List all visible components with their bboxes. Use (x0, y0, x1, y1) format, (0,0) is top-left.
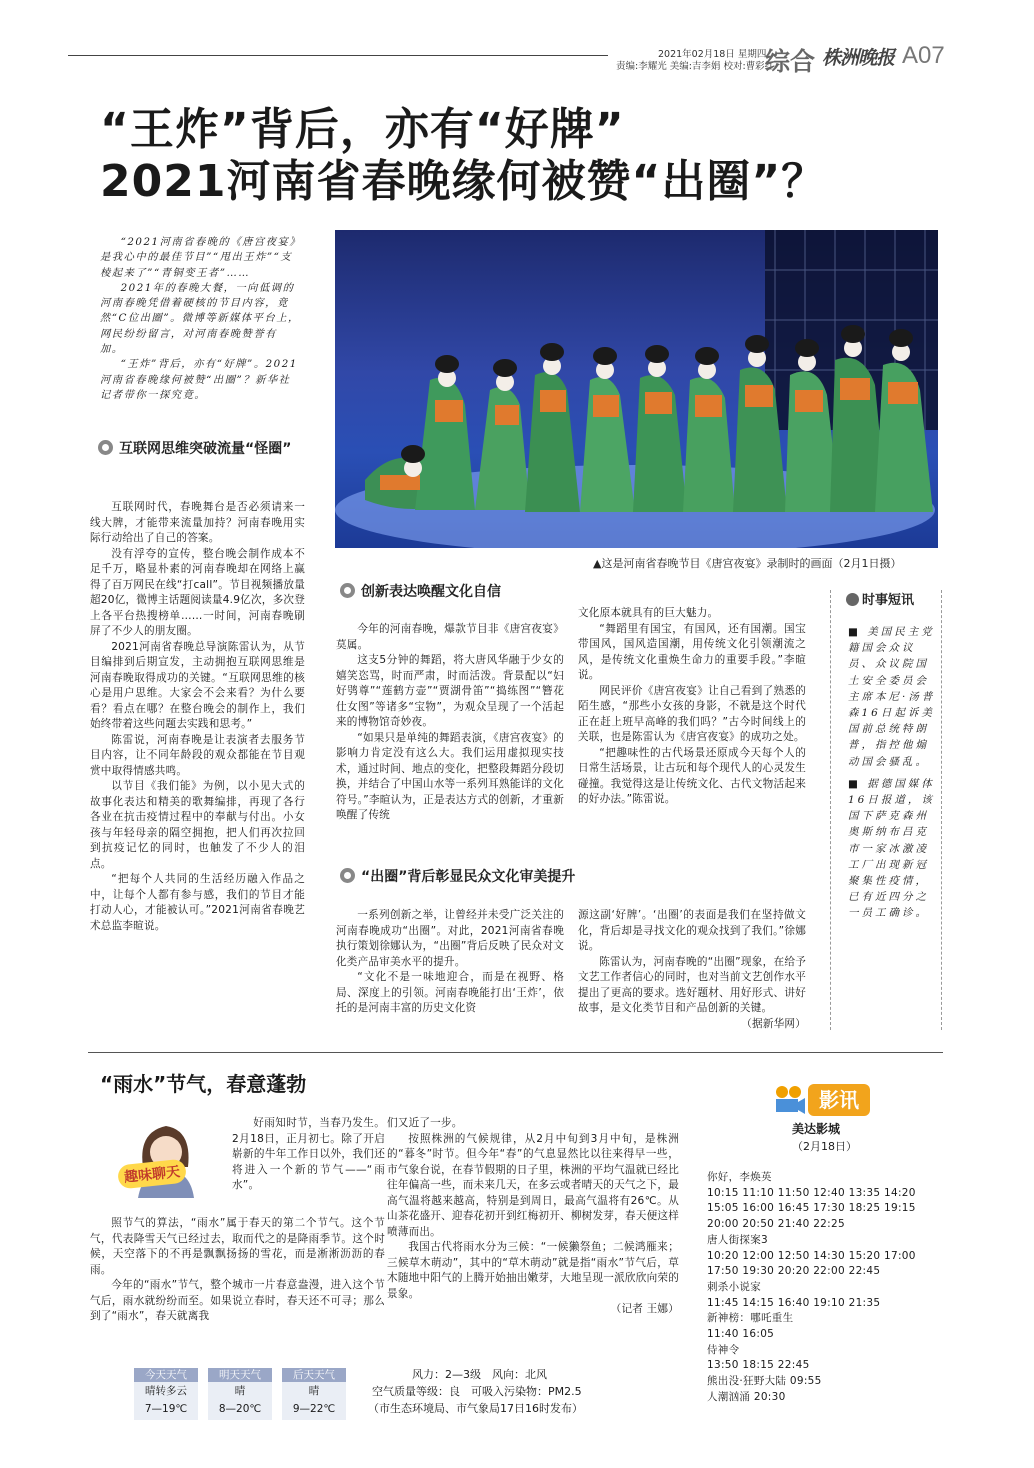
paragraph: 网民评价《唐宫夜宴》让自己看到了熟悉的陌生感，“那些小女孩的身影，不就是这个时代正在赶上班早高峰的我们吗？”古今时间线上的关联，也是陈雷认为《唐宫夜宴》的成功之处。 (578, 684, 806, 743)
paragraph: 陈雷认为，河南春晚的“出圈”现象，在给予文艺工作者信心的同时，也对当前文艺创作水平提出了更高的要求。选好题材、用好形式、讲好故事，是文化类节目和产品创新的关键。 (578, 955, 806, 1014)
paragraph: 2021河南省春晚总导演陈雷认为，从节目编排到后期宣发，主动拥抱互联网思维是河南春晚取得成功的关键。“互联网思维的核心是用户思维。大家会不会来看？为什么要看？看点在哪？在整台晚会的制作上，我们始终带着这些问题去实践和思考。” (90, 640, 305, 730)
dancers-illustration (335, 230, 938, 548)
column-logo: 趣味聊天 (117, 1159, 187, 1190)
showtimes: 15:05 16:00 16:45 17:30 18:25 19:15 (707, 1202, 916, 1215)
showtimes: 10:15 11:10 11:50 12:40 13:35 14:20 (707, 1186, 916, 1199)
movie-title: 人潮汹涌 20:30 (707, 1390, 786, 1403)
paragraph: “舞蹈里有国宝，有国风，还有国潮。国宝带国风，国风造国潮，用传统文化引领潮流之风，是传统文化重焕生命力的重要手段。”李暄说。 (578, 622, 806, 681)
section1-body (90, 500, 305, 934)
brief-item: ■ 据德国媒体16日报道，该国下萨克森州奥斯纳布吕克市一家冰激凌工厂出现新冠聚集性疫情，已有近四分之一员工确诊。 (848, 777, 935, 920)
section2-title: 创新表达唤醒文化自信 (361, 584, 501, 600)
movie-title: 你好，李焕英 (707, 1171, 772, 1183)
movie-title: 新神榜：哪吒重生 (707, 1312, 794, 1325)
paragraph: “把趣味性的古代场景还原成今天每个人的日常生活场景，让古玩和每个现代人的心灵发生碰撞。我觉得这是让传统文化、古代文物活起来的好办法。”陈雷说。 (578, 746, 806, 805)
weather-label: 后天天气 (282, 1368, 346, 1382)
paragraph: 今年的河南春晚，爆款节目非《唐宫夜宴》莫属。 (336, 623, 564, 651)
paragraph: 好雨知时节，当春乃发生。2月18日，正月初七。除了开启崭新的牛年工作日以外，我们还将进入一个新的节气——“雨水”。 (232, 1117, 385, 1191)
movie-title: 侍神令 (707, 1343, 740, 1356)
rain-col1-top (232, 1116, 385, 1194)
weather-tomorrow (208, 1368, 272, 1420)
brief-item-text: 美国民主党籍国会众议员、众议院国土安全委员会主席本尼·汤普森16日起诉美国前总统特朗普，指控他煽动国会骚乱。 (848, 626, 936, 768)
section3-col2 (578, 908, 806, 1032)
paragraph: 文化原本就具有的巨大魅力。 (578, 607, 719, 619)
cinema-name: 美达影城 (792, 1122, 841, 1136)
showtimes: 11:40 16:05 (707, 1328, 775, 1341)
bullet-icon (846, 593, 859, 606)
cinema-date: （2月18日） (792, 1140, 857, 1153)
paragraph: 源这副‘好牌’。‘出圈’的表面是我们在坚持做文化，背后却是寻找文化的观众找到了我们。”徐娜说。 (578, 909, 806, 952)
paragraph: 以节目《我们能》为例，以小见大式的故事化表达和精美的歌舞编排，再现了各行各业在抗击疫情过程中的奉献与付出。小女孩与年轻母亲的隔空拥抱，把人们再次拉回到抗疫记忆的同时，也触发了不少人的泪点。 (90, 780, 305, 870)
brief-item-text: 据德国媒体16日报道，该国下萨克森州奥斯纳布吕克市一家冰激凌工厂出现新冠聚集性疫情，已有近四分之一员工确诊。 (848, 777, 935, 920)
weather-day-after (282, 1368, 346, 1420)
movie-title: 熊出没·狂野大陆 09:55 (707, 1375, 822, 1388)
intro (100, 235, 300, 403)
section2-col1 (336, 622, 564, 824)
section-divider (88, 1052, 943, 1053)
showtimes: 17:50 19:30 20:20 22:00 22:45 (707, 1265, 881, 1278)
paragraph: 按照株洲的气候规律，从2月中旬到3月中旬，是株洲的“暮冬”时节。但今年“春”的气息显然比以往来得早一些，市气象台说，在春节假期的日子里，株洲的平均气温就已经比往年偏高一些，而未来几天，在多云或者晴天的天气之下，最高气温将越来越高，特别是到周日，最高气温将有26℃。从山茶花盛开、迎春花初开到红梅初开、柳树发芽，春天便这样喷薄而出。 (387, 1132, 679, 1238)
weather-condition: 晴 (308, 1385, 320, 1397)
weather-label: 今天天气 (134, 1368, 198, 1382)
showtimes: 20:00 20:50 21:40 22:25 (707, 1218, 845, 1231)
header-date: 2021年02月18日 星期四 (658, 49, 767, 60)
section2-col2 (578, 606, 806, 808)
weather-temp: 8—20℃ (218, 1403, 262, 1415)
section1-heading (98, 440, 308, 458)
intro-paragraph: 2021年的春晚大餐，一向低调的河南春晚凭借着硬核的节目内容，竟然“C位出圈”。微博等新媒体平台上，网民纷纷留言，对河南春晚赞誉有加。 (100, 281, 300, 356)
intro-paragraph: “2021河南省春晚的《唐宫夜宴》是我心中的最佳节目”“甩出王炸”“支棱起来了”“青铜变王者”…… (100, 236, 296, 279)
movie-title: 刺杀小说家 (707, 1280, 761, 1293)
paragraph: 一系列创新之举，让曾经并未受广泛关注的河南春晚成功“出圈”。对此，2021河南省春晚执行策划徐娜认为，“出圈”背后反映了民众对文化类产品审美水平的提升。 (336, 909, 564, 968)
brief-title: 时事短讯 (862, 593, 915, 608)
brief-item: ■ 美国民主党籍国会众议员、众议院国土安全委员会主席本尼·汤普森16日起诉美国前总统特朗普，指控他煽动国会骚乱。 (848, 626, 936, 768)
weather-label: 明天天气 (208, 1368, 272, 1382)
columnist-avatar (108, 1112, 230, 1198)
paragraph: 们又近了一步。 (387, 1117, 463, 1129)
weather-condition: 晴转多云 (145, 1385, 187, 1397)
weather-wind: 风力：2—3级 风向：北风 (412, 1368, 547, 1381)
photo-caption: ▲这是河南省春晚节目《唐宫夜宴》录制时的画面（2月1日摄） (593, 557, 902, 570)
section2-heading (340, 583, 501, 601)
section3-title: “出圈”背后彰显民众文化审美提升 (361, 869, 576, 885)
paragraph: 这支5分钟的舞蹈，将大唐风华融于少女的嬉笑恣骂，时而严肃，时而活泼。背景配以“妇好鸮尊”“莲鹤方壶”“贾湖骨笛”“捣练图”“簪花仕女图”等诸多“宝物”，为观众呈现了一个活起来的博物馆奇妙夜。 (336, 654, 564, 728)
weather-temp: 9—22℃ (292, 1403, 336, 1415)
cinema-logo: 影讯 (808, 1084, 870, 1116)
header-paper-logo: 株洲晚报 (822, 47, 895, 69)
showtimes: 10:20 12:00 12:50 14:30 15:20 17:00 (707, 1249, 916, 1262)
paragraph: “如果只是单纯的舞蹈表演，《唐宫夜宴》的影响力肯定没有这么大。我们运用虚拟现实技术，通过时间、地点的变化，把整段舞蹈分段切换，并结合了中国山水等一系列耳熟能详的文化符号。”李暄认为，正是表达方式的创新，才重新唤醒了传统 (336, 731, 564, 821)
rain-col2 (387, 1116, 679, 1318)
paragraph: 没有浮夸的宣传，整台晚会制作成本不足千万，略显朴素的河南春晚却在网络上赢得了百万网民在线“打call”。节目视频播放量超20亿，微博主话题阅读量4.9亿次，多次登上各平台热搜榜单……一时间，河南春晚刷屏了不少人的朋友圈。 (90, 547, 305, 637)
bullet-icon (98, 440, 113, 455)
weather-today (134, 1368, 198, 1420)
cinema-schedule (707, 1170, 943, 1406)
weather-condition: 晴 (234, 1385, 246, 1397)
header-staff: 责编:李耀光 美编:吉李娟 校对:曹彩红 (616, 61, 775, 72)
credit: （据新华网） (741, 1017, 806, 1030)
header-page: A07 (902, 42, 945, 69)
movie-title: 唐人街探案3 (707, 1233, 768, 1246)
showtimes: 11:45 14:15 16:40 19:10 21:35 (707, 1296, 881, 1309)
paragraph: 陈雷说，河南春晚是让表演者去服务节目内容，让不同年龄段的观众都能在节目观赏中取得情感共鸣。 (90, 733, 305, 777)
intro-paragraph: “王炸”背后，亦有“好牌”。2021河南省春晚缘何被赞“出圈”？新华社记者带你一探究竟。 (100, 358, 298, 401)
paragraph: “文化不是一味地迎合，而是在视野、格局、深度上的引领。河南春晚能打出‘王炸’，依托的是河南丰富的历史文化资 (336, 971, 564, 1014)
headline-line2: 2021河南省春晚缘何被赞“出圈”？ (100, 156, 827, 207)
credit: （记者 王娜） (610, 1303, 679, 1315)
section3-col1 (336, 908, 564, 1017)
paragraph: 互联网时代，春晚舞台是否必须请来一线大牌，才能带来流量加持？河南春晚用实际行动给出了自己的答案。 (90, 501, 305, 544)
weather-temp: 7—19℃ (144, 1403, 188, 1415)
header-section: 综合 (765, 47, 816, 76)
rain-title: “雨水”节气，春意蓬勃 (100, 1072, 307, 1096)
projector-icon (772, 1084, 806, 1116)
weather-aqi: 空气质量等级：良 可吸入污染物：PM2.5 (372, 1385, 582, 1398)
weather-source: （市生态环境局、市气象局17日16时发布） (368, 1402, 583, 1415)
brief-heading (846, 589, 914, 608)
section3-heading (340, 868, 575, 886)
headline-line1: “王炸”背后，亦有“好牌” (100, 104, 625, 155)
rain-col1 (90, 1216, 385, 1325)
dance-photo (335, 230, 938, 548)
section1-title: 互联网思维突破流量“怪圈” (119, 441, 292, 457)
paragraph: “把每个人共同的生活经历融入作品之中，让每个人都有参与感，我们的节目才能打动人心，才能被认可。”2021河南省春晚艺术总监李暄说。 (90, 873, 305, 932)
bullet-icon (340, 868, 355, 883)
bullet-icon (340, 583, 355, 598)
header-rule (68, 55, 608, 56)
showtimes: 13:50 18:15 22:45 (707, 1359, 810, 1372)
paragraph: 照节气的算法，“雨水”属于春天的第二个节气。这个节气，代表降雪天气已经过去，取而代之的是降雨季节。这个时候，天空落下的不再是飘飘扬扬的雪花，而是淅淅沥沥的春雨。 (90, 1217, 385, 1276)
paragraph: 今年的“雨水”节气，整个城市一片春意盎漫，进入这个节气后，雨水就纷纷而至。如果说立春时，春天还不可寻；那么到了“雨水”，春天就离我 (90, 1279, 385, 1322)
paragraph: 我国古代将雨水分为三候：“一候獭祭鱼；二候鸿雁来；三候草木萌动”，其中的“草木萌动”就是指“雨水”节气后，草木随地中阳气的上腾开始抽出嫩芽，大地呈现一派欣欣向荣的景象。 (387, 1241, 679, 1300)
brief-body (848, 624, 936, 922)
